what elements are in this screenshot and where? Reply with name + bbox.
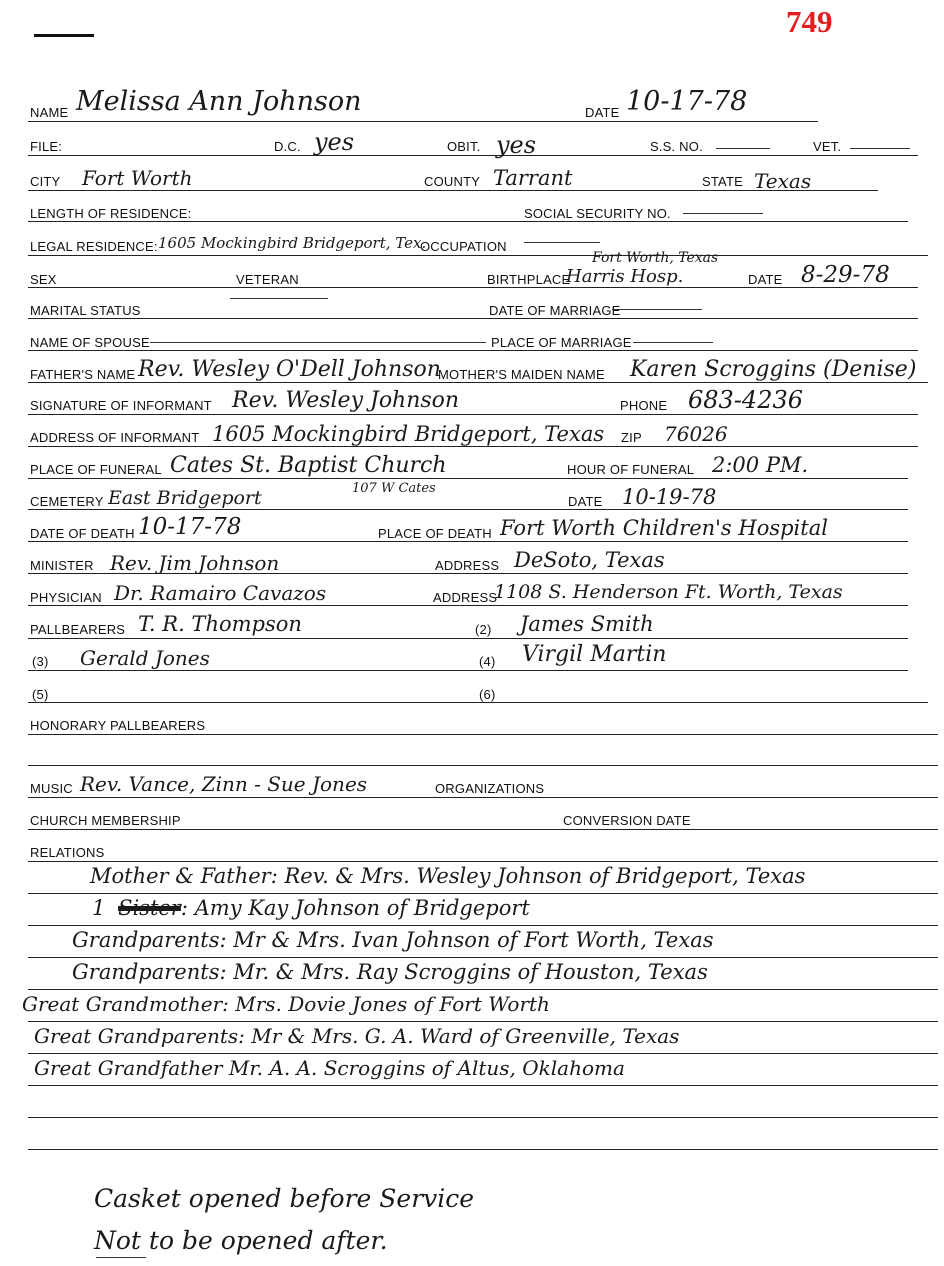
rule-informant-address — [28, 446, 918, 447]
label-pallbearer-6: (6) — [479, 687, 496, 702]
value-dc: yes — [314, 128, 355, 156]
value-mothers-maiden-name: Karen Scroggins (Denise) — [630, 357, 917, 382]
label-place-of-funeral: PLACE OF FUNERAL — [30, 462, 162, 477]
rule-pallbearers-56 — [28, 702, 928, 703]
label-ssno: S.S. NO. — [650, 139, 703, 154]
label-sex: SEX — [30, 272, 57, 287]
rule-relations-3 — [28, 957, 938, 958]
label-birthplace: BIRTHPLACE — [487, 272, 571, 287]
rule-relations-1 — [28, 893, 938, 894]
label-vet: VET. — [813, 139, 842, 154]
label-birth-date: DATE — [748, 272, 783, 287]
value-birth-date: 8-29-78 — [801, 262, 890, 288]
rule-relations-5 — [28, 1021, 938, 1022]
relation-line-2 — [92, 898, 530, 919]
label-dc: D.C. — [274, 139, 301, 154]
marriage-date-dash — [612, 309, 702, 310]
value-pallbearer-2: James Smith — [520, 612, 654, 636]
label-signature-of-informant: SIGNATURE OF INFORMANT — [30, 398, 212, 413]
place-of-marriage-dash — [633, 342, 713, 343]
rule-church — [28, 829, 938, 830]
rule-relations-8 — [28, 1117, 938, 1118]
value-fathers-name: Rev. Wesley O'Dell Johnson — [138, 357, 441, 382]
label-music: MUSIC — [30, 781, 73, 796]
rule-informant — [28, 414, 918, 415]
page-number: 749 — [786, 4, 833, 39]
label-pallbearer-4: (4) — [479, 654, 496, 669]
value-birthplace-note: Fort Worth, Texas — [592, 250, 719, 266]
label-pallbearer-3: (3) — [32, 654, 49, 669]
relation-line-4: Grandparents: Mr. & Mrs. Ray Scroggins of Houston, Texas — [72, 960, 708, 984]
value-physician: Dr. Ramairo Cavazos — [114, 581, 327, 605]
rule-funeral — [28, 478, 908, 479]
label-obit: OBIT. — [447, 139, 481, 154]
label-pallbearers: PALLBEARERS — [30, 622, 126, 637]
rule-parents — [28, 382, 928, 383]
label-pallbearer-5: (5) — [32, 687, 49, 702]
value-legal-residence: 1605 Mockingbird Bridgeport, Tex. — [158, 234, 427, 252]
value-physician-address: 1108 S. Henderson Ft. Worth, Texas — [494, 581, 843, 603]
value-county: Tarrant — [493, 166, 573, 190]
label-place-of-marriage: PLACE OF MARRIAGE — [491, 335, 632, 350]
rule-relations-4 — [28, 989, 938, 990]
label-mothers-maiden-name: MOTHER'S MAIDEN NAME — [438, 367, 605, 382]
rule-pallbearers-34 — [28, 670, 908, 671]
label-physician-address: ADDRESS — [433, 590, 498, 605]
label-state: STATE — [702, 174, 743, 189]
label-cemetery: CEMETERY — [30, 494, 104, 509]
rule-relations-2 — [28, 925, 938, 926]
label-date-of-death: DATE OF DEATH — [30, 526, 135, 541]
label-conversion-date: CONVERSION DATE — [563, 813, 691, 828]
value-signature-of-informant: Rev. Wesley Johnson — [232, 388, 460, 413]
rule-pallbearers — [28, 638, 908, 639]
label-length-of-residence: LENGTH OF RESIDENCE: — [30, 206, 192, 221]
rule-legal — [28, 255, 928, 256]
relation-line-2-rest: : Amy Kay Johnson of Bridgeport — [180, 896, 530, 920]
ssno-dash — [716, 148, 770, 149]
label-place-of-death: PLACE OF DEATH — [378, 526, 492, 541]
value-place-of-death: Fort Worth Children's Hospital — [500, 516, 828, 540]
value-place-of-funeral: Cates St. Baptist Church — [170, 453, 447, 478]
rule-file — [28, 155, 918, 156]
relation-line-5: Great Grandmother: Mrs. Dovie Jones of Fort Worth — [22, 992, 550, 1016]
label-fathers-name: FATHER'S NAME — [30, 367, 136, 382]
label-county: COUNTY — [424, 174, 481, 189]
value-birthplace: Harris Hosp. — [566, 266, 684, 287]
label-church-membership: CHURCH MEMBERSHIP — [30, 813, 181, 828]
rule-physician — [28, 605, 908, 606]
note-line-1: Casket opened before Service — [94, 1184, 475, 1213]
label-social-security-no: SOCIAL SECURITY NO. — [524, 206, 671, 221]
vet-dash — [850, 148, 910, 149]
label-name: NAME — [30, 105, 69, 120]
label-honorary-pallbearers: HONORARY PALLBEARERS — [30, 718, 206, 733]
rule-name — [28, 121, 818, 122]
label-date-of-marriage: DATE OF MARRIAGE — [489, 303, 621, 318]
value-pallbearer-1: T. R. Thompson — [138, 612, 302, 636]
label-pallbearer-2: (2) — [475, 622, 492, 637]
rule-residence — [28, 221, 908, 222]
spouse-dash — [150, 342, 486, 343]
rule-marital — [28, 318, 918, 319]
value-name: Melissa Ann Johnson — [76, 86, 362, 117]
relation-line-6: Great Grandparents: Mr & Mrs. G. A. Ward of Greenville, Texas — [34, 1024, 680, 1048]
note-line-2: Not to be opened after. — [94, 1226, 388, 1255]
label-minister: MINISTER — [30, 558, 94, 573]
rule-honorary-2 — [28, 765, 938, 766]
value-place-of-funeral-note: 107 W Cates — [352, 481, 436, 496]
ss-dash — [683, 213, 763, 214]
note-underline — [96, 1257, 146, 1258]
value-obit: yes — [496, 131, 537, 159]
header-dash — [34, 34, 94, 37]
value-pallbearer-4: Virgil Martin — [522, 642, 667, 667]
relation-line-7: Great Grandfather Mr. A. A. Scroggins of Altus, Oklahoma — [34, 1056, 625, 1080]
label-file: FILE: — [30, 139, 63, 154]
label-relations: RELATIONS — [30, 845, 105, 860]
label-marital-status: MARITAL STATUS — [30, 303, 141, 318]
label-hour-of-funeral: HOUR OF FUNERAL — [567, 462, 695, 477]
relation-line-2-struck: Sister — [118, 896, 181, 920]
value-phone: 683-4236 — [688, 386, 803, 414]
relation-line-1: Mother & Father: Rev. & Mrs. Wesley Johnson of Bridgeport, Texas — [90, 864, 806, 888]
label-occupation: OCCUPATION — [420, 239, 507, 254]
relation-line-3: Grandparents: Mr & Mrs. Ivan Johnson of Fort Worth, Texas — [72, 928, 714, 952]
rule-death — [28, 541, 908, 542]
value-minister-address: DeSoto, Texas — [514, 548, 665, 572]
value-city: Fort Worth — [82, 166, 193, 190]
value-address-of-informant: 1605 Mockingbird Bridgeport, Texas — [212, 422, 605, 446]
rule-relations-9 — [28, 1149, 938, 1150]
occupation-dash — [524, 242, 600, 243]
value-cemetery-date: 10-19-78 — [622, 485, 717, 509]
rule-city — [28, 190, 878, 191]
value-hour-of-funeral: 2:00 PM. — [712, 453, 809, 477]
value-zip: 76026 — [664, 422, 728, 446]
value-state: Texas — [754, 169, 812, 193]
label-city: CITY — [30, 174, 61, 189]
label-cemetery-date: DATE — [568, 494, 603, 509]
label-address-of-informant: ADDRESS OF INFORMANT — [30, 430, 200, 445]
label-minister-address: ADDRESS — [435, 558, 500, 573]
relation-line-2-count: 1 — [92, 896, 106, 920]
value-music: Rev. Vance, Zinn - Sue Jones — [80, 772, 368, 796]
value-cemetery: East Bridgeport — [108, 487, 262, 509]
rule-sex — [28, 287, 918, 288]
rule-spouse — [28, 350, 918, 351]
value-date-of-death: 10-17-78 — [138, 514, 242, 540]
label-date: DATE — [585, 105, 620, 120]
rule-honorary — [28, 734, 938, 735]
label-name-of-spouse: NAME OF SPOUSE — [30, 335, 150, 350]
label-organizations: ORGANIZATIONS — [435, 781, 545, 796]
label-zip: ZIP — [621, 430, 642, 445]
rule-relations-6 — [28, 1053, 938, 1054]
label-legal-residence: LEGAL RESIDENCE: — [30, 239, 158, 254]
label-veteran: VETERAN — [236, 272, 299, 287]
marital-dash — [230, 298, 328, 299]
value-pallbearer-3: Gerald Jones — [80, 646, 210, 670]
rule-relations-0 — [28, 861, 938, 862]
label-phone: PHONE — [620, 398, 668, 413]
rule-relations-7 — [28, 1085, 938, 1086]
rule-cemetery — [28, 509, 908, 510]
rule-music — [28, 797, 938, 798]
label-physician: PHYSICIAN — [30, 590, 102, 605]
value-minister: Rev. Jim Johnson — [110, 551, 280, 575]
value-date: 10-17-78 — [626, 86, 748, 117]
